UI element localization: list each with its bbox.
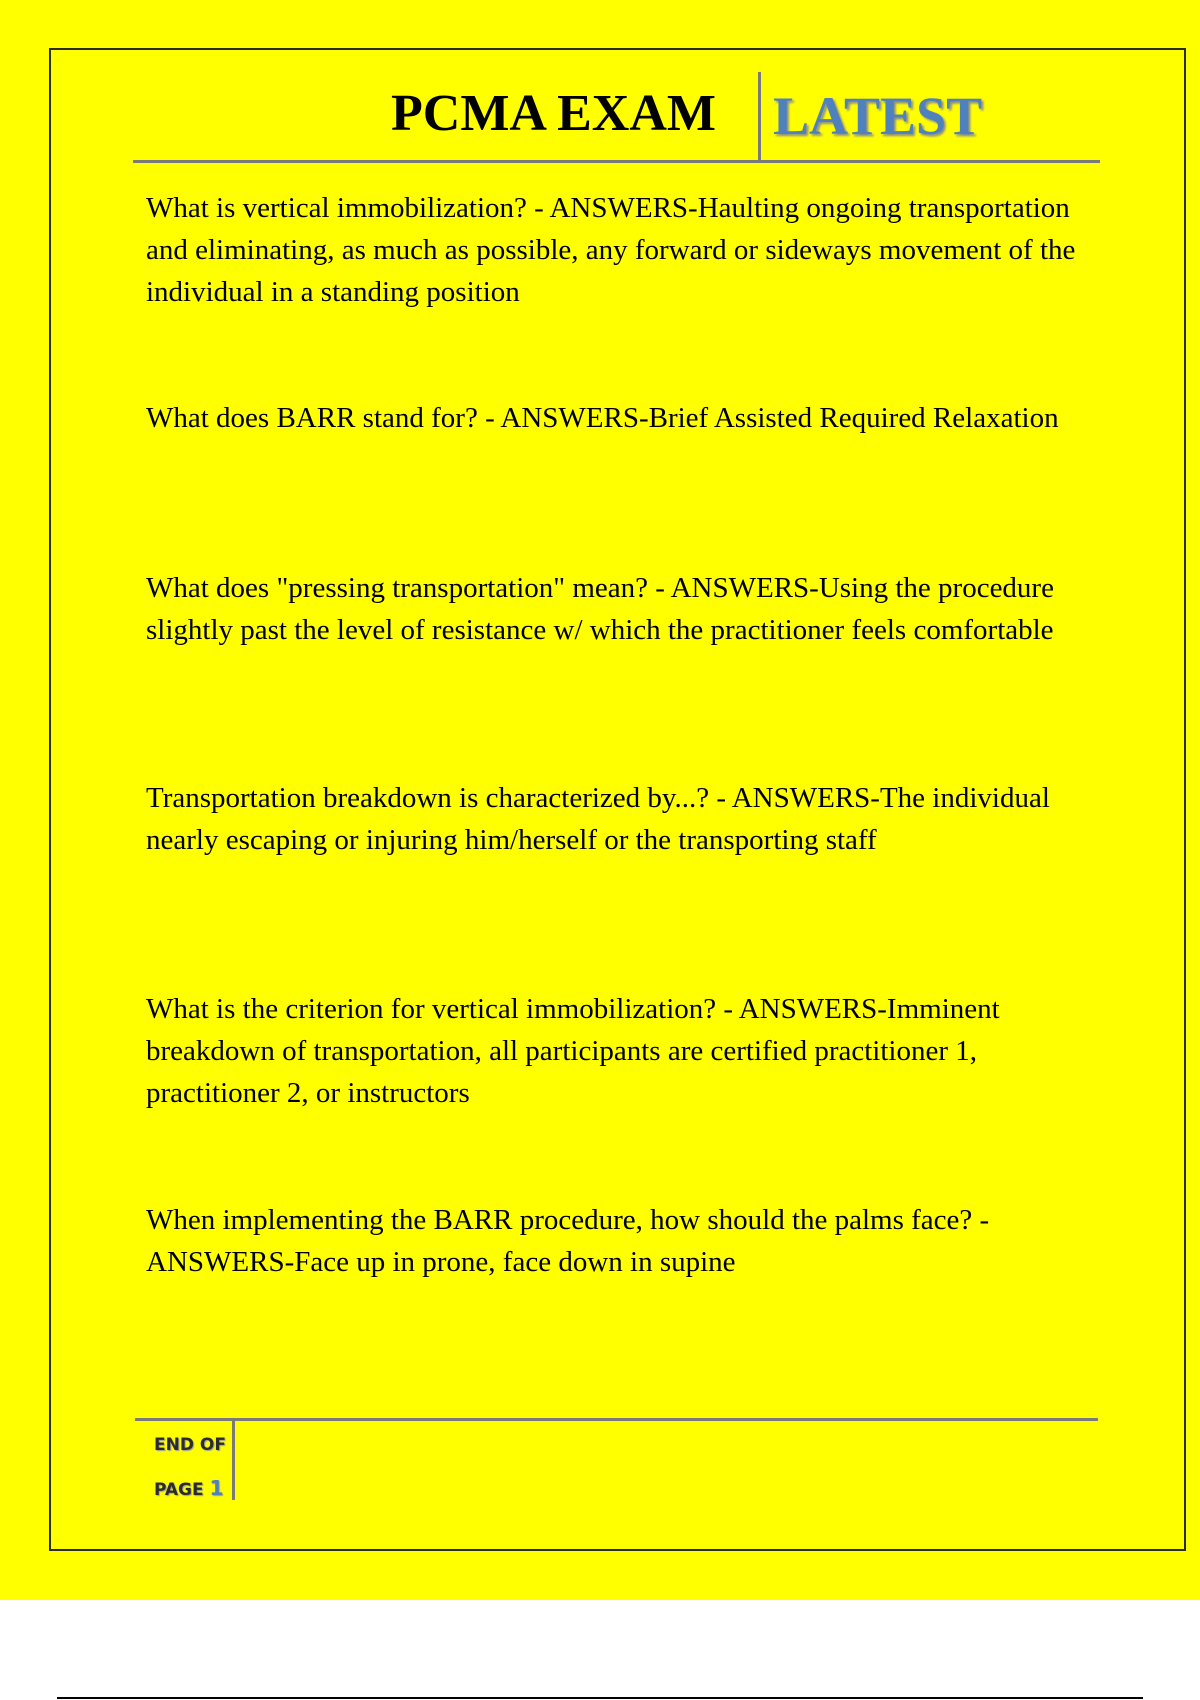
footer-page-word: PAGE	[154, 1480, 204, 1500]
qa-item: Transportation breakdown is characterized by...? - ANSWERS-The individual nearly escaping or injuring him/herself or the transporting staff	[146, 782, 1050, 856]
page-footer	[135, 1418, 1098, 1500]
qa-item: What is vertical immobilization? - ANSWERS-Haulting ongoing transportation and eliminating, as much as possible, any forward or sideways movement of the individual in a standing position	[146, 192, 1076, 308]
footer-divider	[232, 1421, 235, 1500]
qa-item: What is the criterion for vertical immobilization? - ANSWERS-Imminent breakdown of transportation, all participants are certified practitioner 1, practitioner 2, or instructors	[146, 993, 1000, 1109]
exam-title: PCMA EXAM	[391, 85, 716, 142]
bottom-page-rule	[57, 1697, 1143, 1699]
qa-item: What does "pressing transportation" mean? - ANSWERS-Using the procedure slightly past the level of resistance w/ which the practitioner feels comfortable	[146, 572, 1054, 646]
header-rule	[133, 160, 1100, 163]
footer-page-label	[154, 1476, 223, 1500]
header-divider	[758, 72, 761, 163]
footer-end-of-label: END OF	[154, 1435, 226, 1455]
page-header	[133, 70, 1100, 163]
qa-item: When implementing the BARR procedure, how should the palms face? - ANSWERS-Face up in prone, face down in supine	[146, 1204, 990, 1278]
footer-rule	[135, 1418, 1098, 1421]
qa-item: What does BARR stand for? - ANSWERS-Brief Assisted Required Relaxation	[146, 402, 1059, 434]
exam-title-accent: LATEST	[773, 86, 983, 146]
page-number: 1	[209, 1476, 224, 1500]
